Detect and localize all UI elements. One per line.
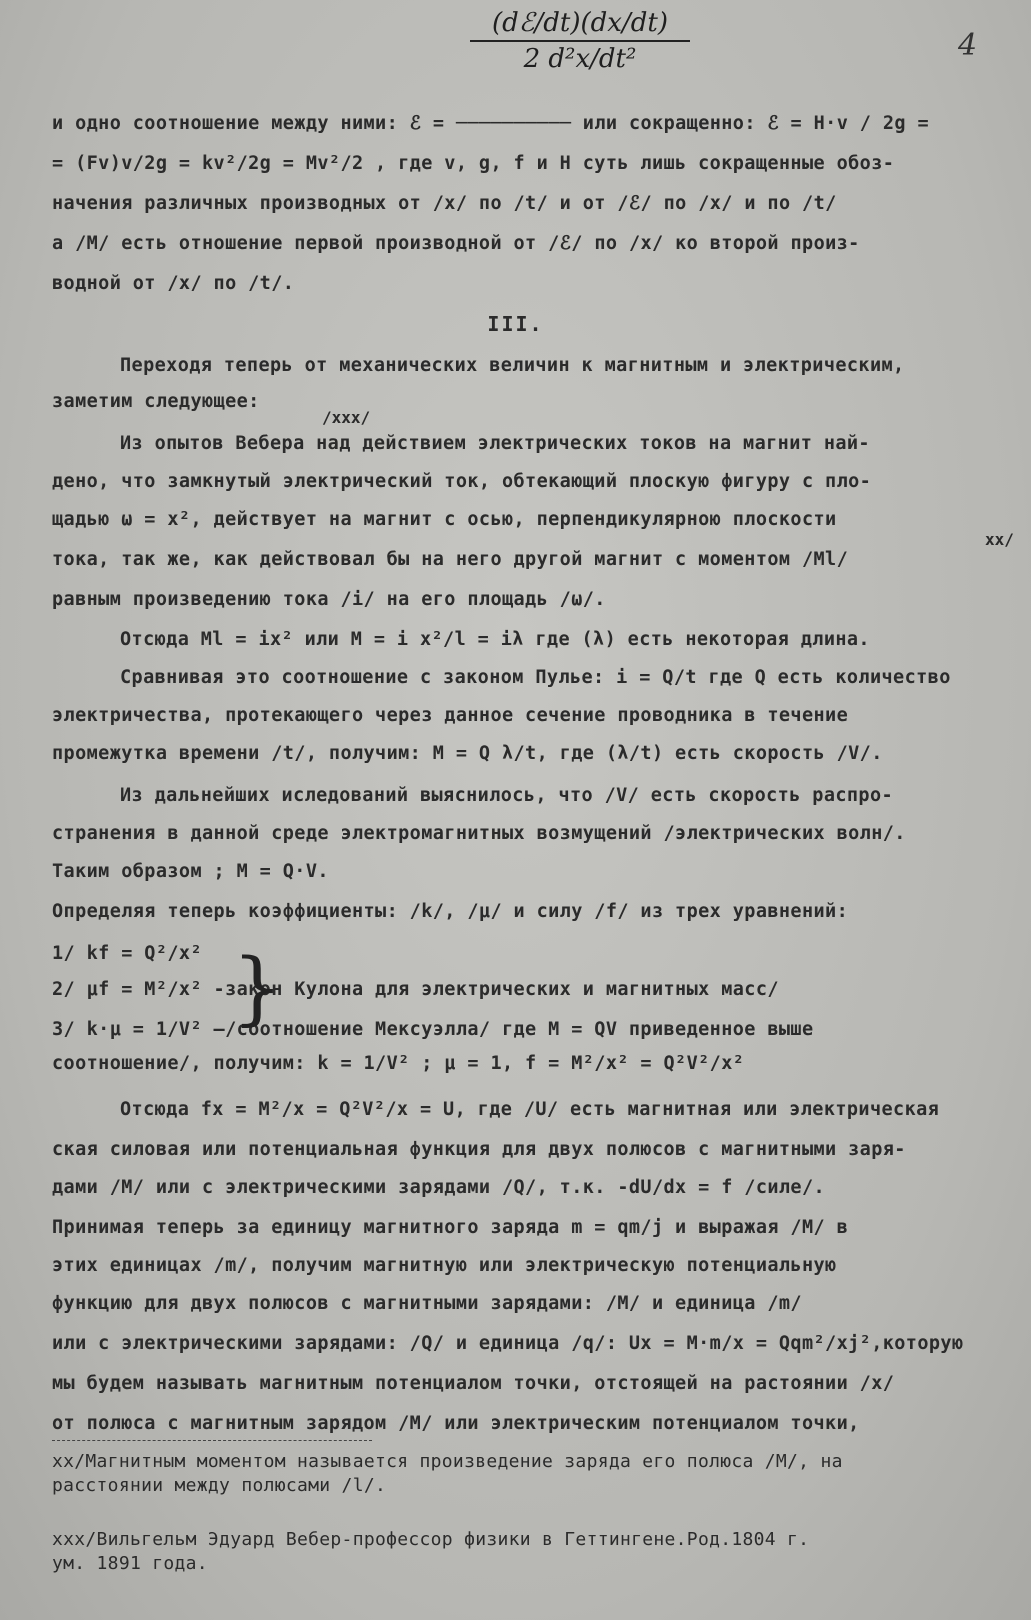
text-line: = (Fv)v/2g = kv²/2g = Mv²/2 , где v, g, f и H суть лишь сокращенные обоз-: [52, 153, 895, 174]
footnote-line: xx/Магнитным моментом называется произведение заряда его полюса /M/, на: [52, 1451, 843, 1472]
section-heading: III.: [487, 312, 544, 336]
text-line: Таким образом ; M = Q·V.: [52, 861, 329, 882]
text-line: равным произведению тока /i/ на его площадь /ω/.: [52, 589, 606, 610]
text-line: мы будем называть магнитным потенциалом точки, отстоящей на растоянии /x/: [52, 1373, 895, 1394]
text-line: ская силовая или потенциальная функция для двух полюсов с магнитными заря-: [52, 1139, 906, 1160]
footnote-line: ум. 1891 года.: [52, 1553, 208, 1574]
text-line: этих единицах /m/, получим магнитную или электрическую потенциальную: [52, 1255, 837, 1276]
text-line: функцию для двух полюсов с магнитными зарядами: /M/ и единица /m/: [52, 1293, 802, 1314]
fraction-bar: [470, 40, 690, 42]
footnote-mark: /xxx/: [322, 408, 371, 427]
page-number: 4: [958, 28, 978, 63]
text-line: Принимая теперь за единицу магнитного заряда m = qm/j и выражая /M/ в: [52, 1217, 849, 1238]
equation-line: 3/ k·μ = 1/V² —/соотношение Мексуэлла/ где M = QV приведенное выше: [52, 1019, 814, 1040]
text-line: и одно соотношение между ними: ℰ = ────────── или сокращенно: ℰ = H·v / 2g =: [52, 113, 930, 134]
footnote-line: xxx/Вильгельм Эдуард Вебер-профессор физики в Геттингене.Род.1804 г.: [52, 1529, 810, 1550]
equation-brace: }: [232, 941, 283, 1034]
text-line: странения в данной среде электромагнитных возмущений /электрических волн/.: [52, 823, 906, 844]
text-line: Отсюда Ml = ix² или M = i x²/l = iλ где (λ) есть некоторая длина.: [120, 629, 870, 650]
equation-line: 2/ μf = M²/x² -закон Кулона для электрических и магнитных масс/: [52, 979, 779, 1000]
text-line: от полюса с магнитным зарядом /M/ или электрическим потенциалом точки,: [52, 1413, 860, 1434]
footnote-divider: [52, 1440, 372, 1441]
formula-denominator: 2 d²x/dt²: [523, 44, 637, 74]
text-line: или с электрическими зарядами: /Q/ и единица /q/: Ux = M·m/x = Qqm²/xj²,которую: [52, 1333, 964, 1354]
text-line: Сравнивая это соотношение с законом Пулье: i = Q/t где Q есть количество: [120, 667, 951, 688]
footnote-line: расстоянии между полюсами /l/.: [52, 1475, 387, 1496]
text-line: соотношение/, получим: k = 1/V² ; μ = 1, f = M²/x² = Q²V²/x²: [52, 1053, 745, 1074]
text-line: Определяя теперь коэффициенты: /k/, /μ/ и силу /f/ из трех уравнений:: [52, 901, 849, 922]
text-line: промежутка времени /t/, получим: M = Q λ/t, где (λ/t) есть скорость /V/.: [52, 743, 883, 764]
text-line: заметим следующее:: [52, 391, 260, 412]
text-line: тока, так же, как действовал бы на него другой магнит с моментом /Ml/: [52, 549, 849, 570]
text-line: электричества, протекающего через данное сечение проводника в течение: [52, 705, 849, 726]
text-line: Отсюда fx = M²/x = Q²V²/x = U, где /U/ есть магнитная или электрическая: [120, 1099, 940, 1120]
text-line: Переходя теперь от механических величин к магнитным и электрическим,: [120, 355, 905, 376]
equation-line: 1/ kf = Q²/x²: [52, 943, 202, 964]
formula-top: [470, 8, 690, 74]
formula-numerator: (dℰ/dt)(dx/dt): [492, 8, 668, 38]
text-line: Из опытов Вебера над действием электрических токов на магнит най-: [120, 433, 870, 454]
text-line: водной от /x/ по /t/.: [52, 273, 295, 294]
text-line: начения различных производных от /x/ по /t/ и от /ℰ/ по /x/ и по /t/: [52, 193, 837, 214]
text-line: а /M/ есть отношение первой производной от /ℰ/ по /x/ ко второй произ-: [52, 233, 860, 254]
text-line: Из дальнейших иследований выяснилось, что /V/ есть скорость распро-: [120, 785, 894, 806]
text-line: щадью ω = x², действует на магнит с осью, перпендикулярною плоскости: [52, 509, 837, 530]
text-line: дами /M/ или с электрическими зарядами /Q/, т.к. -dU/dx = f /силе/.: [52, 1177, 826, 1198]
text-line: дено, что замкнутый электрический ток, обтекающий плоскую фигуру с пло-: [52, 471, 872, 492]
footnote-mark: xx/: [985, 530, 1014, 549]
